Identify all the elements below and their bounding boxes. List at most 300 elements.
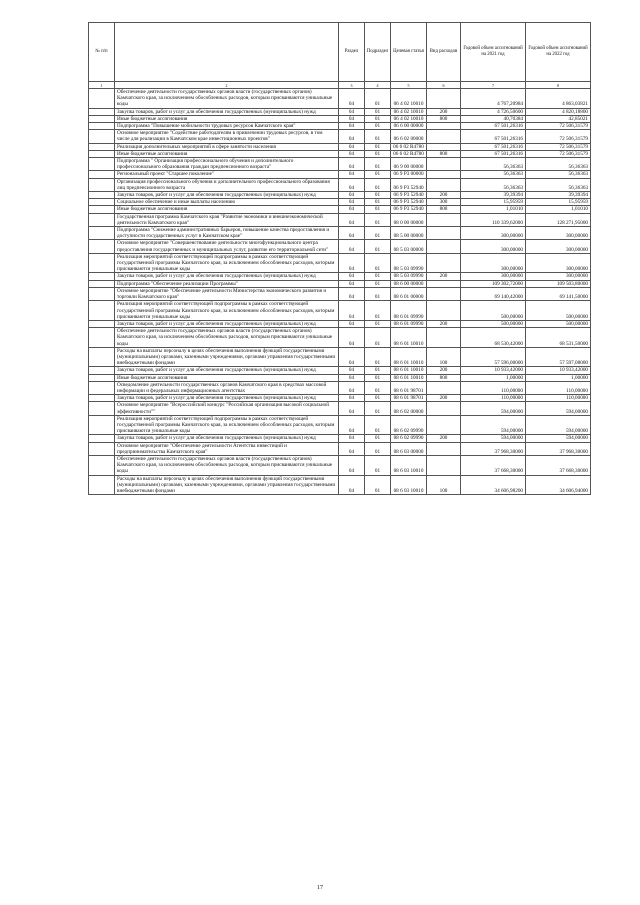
row-2022-cell: 300,00000: [526, 273, 591, 280]
row-target-cell: 06 6 00 00000: [391, 123, 427, 130]
column-index: 2: [115, 82, 339, 89]
row-razdel-cell: 04: [339, 273, 365, 280]
table-header-row: [89, 23, 591, 82]
row-target-cell: 08 6 01 10010: [391, 347, 427, 367]
table-row: [89, 123, 591, 130]
row-expense-cell: 200: [427, 367, 461, 374]
row-expense-cell: 100: [427, 347, 461, 367]
row-expense-cell: [427, 240, 461, 253]
table-row: [89, 320, 591, 327]
column-index-row: [89, 82, 591, 89]
row-razdel-cell: 04: [339, 442, 365, 455]
row-num-cell: [89, 435, 115, 442]
row-target-cell: 06 4 02 10010: [391, 108, 427, 115]
row-num-cell: [89, 171, 115, 178]
row-num-cell: [89, 442, 115, 455]
column-index: 7: [461, 82, 526, 89]
row-name-cell: Расходы на выплаты персоналу в целях обеспечения выполнения функций государственными (муниципальными) органами, казенными учреждениями, органами управления государственными внебюджетными фондами: [115, 347, 339, 367]
row-2022-cell: 4 820,18800: [526, 108, 591, 115]
row-podrazdel-cell: 01: [365, 301, 391, 321]
row-name-cell: Региональный проект "Старшее поколение": [115, 171, 339, 178]
row-target-cell: 08 0 00 00000: [391, 213, 427, 226]
row-name-cell: Реализация дополнительных мероприятий в сфере занятости населения: [115, 143, 339, 150]
row-name-cell: Подпрограмма " Организация профессионального обучения и дополнительного профессионального образования граждан предпенсионного возраста": [115, 158, 339, 171]
table-row: [89, 402, 591, 415]
table-row: [89, 171, 591, 178]
row-2021-cell: 500,00000: [461, 320, 526, 327]
row-2021-cell: 37 668,30000: [461, 455, 526, 475]
row-name-cell: Иные бюджетные ассигнования: [115, 115, 339, 122]
table-row: [89, 381, 591, 394]
row-name-cell: Иные бюджетные ассигнования: [115, 374, 339, 381]
row-razdel-cell: 04: [339, 143, 365, 150]
row-name-cell: Государственная программа Камчатского края "Развитие экономики и внешнеэкономической деятельности Камчатского края": [115, 213, 339, 226]
header-razdel: Раздел: [339, 23, 365, 82]
table-row: [89, 178, 591, 191]
row-expense-cell: [427, 213, 461, 226]
row-expense-cell: [427, 227, 461, 240]
table-body: [89, 89, 591, 495]
row-target-cell: 08 6 00 00000: [391, 280, 427, 287]
table-row: [89, 455, 591, 475]
row-2021-cell: 39,39394: [461, 192, 526, 199]
row-podrazdel-cell: 01: [365, 213, 391, 226]
table-row: [89, 435, 591, 442]
row-podrazdel-cell: 01: [365, 367, 391, 374]
row-2021-cell: 34 606,98200: [461, 475, 526, 495]
row-podrazdel-cell: 01: [365, 475, 391, 495]
row-razdel-cell: 04: [339, 381, 365, 394]
row-2021-cell: 69 140,42000: [461, 287, 526, 300]
table-row: [89, 347, 591, 367]
row-expense-cell: [427, 328, 461, 348]
row-razdel-cell: 04: [339, 213, 365, 226]
row-podrazdel-cell: 01: [365, 115, 391, 122]
row-num-cell: [89, 199, 115, 206]
row-razdel-cell: 04: [339, 158, 365, 171]
row-2022-cell: 109 503,80000: [526, 280, 591, 287]
row-num-cell: [89, 240, 115, 253]
table-row: [89, 213, 591, 226]
row-target-cell: 08 6 01 00000: [391, 287, 427, 300]
row-razdel-cell: 04: [339, 374, 365, 381]
row-2022-cell: 57 597,08000: [526, 347, 591, 367]
row-2021-cell: 68 530,42000: [461, 328, 526, 348]
row-razdel-cell: 04: [339, 402, 365, 415]
row-name-cell: Основное мероприятие "Всероссийский конкурс "Российская организация высокой социальной эффективности"": [115, 402, 339, 415]
row-num-cell: [89, 301, 115, 321]
row-name-cell: Закупка товаров, работ и услуг для обеспечения государственных (муниципальных) нужд: [115, 320, 339, 327]
row-2021-cell: 56,36363: [461, 171, 526, 178]
row-2022-cell: 1,01010: [526, 206, 591, 213]
header-2021: Годовой объем ассигнований на 2021 год: [461, 23, 526, 82]
row-podrazdel-cell: 01: [365, 381, 391, 394]
row-razdel-cell: 04: [339, 130, 365, 143]
row-2021-cell: 67 501,26316: [461, 143, 526, 150]
row-razdel-cell: 04: [339, 253, 365, 273]
column-index: 1: [89, 82, 115, 89]
row-name-cell: Реализация мероприятий соответствующей подпрограммы в рамках соответствующей государственной программы Камчатского края, за исключением обособленных расходов, которым присваиваются уникальные коды: [115, 301, 339, 321]
row-name-cell: Организация профессионального обучения и дополнительного профессионального образования лиц предпенсионного возраста: [115, 178, 339, 191]
budget-table: [88, 22, 591, 495]
row-expense-cell: [427, 130, 461, 143]
row-num-cell: [89, 328, 115, 348]
row-expense-cell: [427, 178, 461, 191]
row-razdel-cell: 04: [339, 150, 365, 157]
row-expense-cell: [427, 280, 461, 287]
row-num-cell: [89, 415, 115, 435]
row-podrazdel-cell: 01: [365, 287, 391, 300]
table-row: [89, 273, 591, 280]
row-target-cell: 06 6 02 00000: [391, 130, 427, 143]
row-name-cell: Закупка товаров, работ и услуг для обеспечения государственных (муниципальных) нужд: [115, 395, 339, 402]
row-name-cell: Подпрограмма "Обеспечение реализации Программы": [115, 280, 339, 287]
row-num-cell: [89, 381, 115, 394]
row-2021-cell: 300,00000: [461, 273, 526, 280]
row-razdel-cell: 04: [339, 301, 365, 321]
row-2022-cell: 72 506,31579: [526, 143, 591, 150]
row-razdel-cell: 04: [339, 455, 365, 475]
row-podrazdel-cell: 01: [365, 455, 391, 475]
row-target-cell: 08 6 01 98701: [391, 381, 427, 394]
row-expense-cell: [427, 171, 461, 178]
row-name-cell: Реализация мероприятий соответствующей подпрограммы в рамках соответствующей государственной программы Камчатского края, за исключением обособленных расходов, которым присваиваются уникальные коды: [115, 415, 339, 435]
row-target-cell: 08 6 01 09990: [391, 301, 427, 321]
row-2021-cell: 4 726,50600: [461, 108, 526, 115]
table-row: [89, 367, 591, 374]
row-razdel-cell: 04: [339, 328, 365, 348]
row-num-cell: [89, 130, 115, 143]
header-num: № п/п: [89, 23, 115, 82]
row-2022-cell: 594,00000: [526, 402, 591, 415]
row-expense-cell: 800: [427, 115, 461, 122]
row-name-cell: Осведомление деятельности государственных органов Камчатского края в средствах массовой информации и федеральных информационных агентствах: [115, 381, 339, 394]
row-target-cell: 08 6 02 00000: [391, 402, 427, 415]
row-target-cell: 08 6 01 10010: [391, 374, 427, 381]
row-2022-cell: 128 271,95000: [526, 213, 591, 226]
row-podrazdel-cell: 01: [365, 415, 391, 435]
row-razdel-cell: 04: [339, 192, 365, 199]
row-target-cell: 08 6 01 98701: [391, 395, 427, 402]
row-expense-cell: 800: [427, 374, 461, 381]
row-expense-cell: 200: [427, 192, 461, 199]
row-2022-cell: 500,00000: [526, 301, 591, 321]
row-expense-cell: 200: [427, 273, 461, 280]
row-expense-cell: [427, 455, 461, 475]
table-row: [89, 115, 591, 122]
row-podrazdel-cell: 01: [365, 320, 391, 327]
row-target-cell: 06 4 02 10010: [391, 89, 427, 109]
row-2021-cell: 56,36363: [461, 158, 526, 171]
row-razdel-cell: 04: [339, 227, 365, 240]
row-2022-cell: 15,95959: [526, 199, 591, 206]
row-expense-cell: 800: [427, 150, 461, 157]
row-expense-cell: [427, 158, 461, 171]
row-podrazdel-cell: 01: [365, 328, 391, 348]
row-2022-cell: 500,00000: [526, 320, 591, 327]
row-2022-cell: 56,36363: [526, 171, 591, 178]
row-podrazdel-cell: 01: [365, 227, 391, 240]
table-row: [89, 395, 591, 402]
row-2021-cell: 594,00000: [461, 415, 526, 435]
row-name-cell: Закупка товаров, работ и услуг для обеспечения государственных (муниципальных) нужд: [115, 273, 339, 280]
row-name-cell: Основное мероприятие "Содействие работодателям в привлечении трудовых ресурсов, в том числе для реализации в Камчатском крае инвестиционных проектов": [115, 130, 339, 143]
row-razdel-cell: 04: [339, 475, 365, 495]
row-name-cell: Обеспечение деятельности государственных органов власти (государственных органов) Камчатского края, за исключением обособленных расходов, которым присваиваются уникальные коды: [115, 89, 339, 109]
row-target-cell: 08 6 02 09990: [391, 415, 427, 435]
row-razdel-cell: 04: [339, 171, 365, 178]
row-razdel-cell: 04: [339, 178, 365, 191]
row-expense-cell: [427, 143, 461, 150]
row-podrazdel-cell: 01: [365, 395, 391, 402]
table-row: [89, 442, 591, 455]
row-target-cell: 08 5 03 09990: [391, 253, 427, 273]
column-index: 3: [339, 82, 365, 89]
row-expense-cell: 100: [427, 475, 461, 495]
row-name-cell: Закупка товаров, работ и услуг для обеспечения государственных (муниципальных) нужд: [115, 192, 339, 199]
table-row: [89, 287, 591, 300]
row-razdel-cell: 04: [339, 199, 365, 206]
row-expense-cell: 200: [427, 395, 461, 402]
row-2021-cell: 1,01010: [461, 206, 526, 213]
row-name-cell: Закупка товаров, работ и услуг для обеспечения государственных (муниципальных) нужд: [115, 435, 339, 442]
row-num-cell: [89, 227, 115, 240]
row-num-cell: [89, 192, 115, 199]
row-2021-cell: 67 501,26316: [461, 150, 526, 157]
row-2022-cell: 10 933,42000: [526, 367, 591, 374]
table-row: [89, 253, 591, 273]
table-row: [89, 158, 591, 171]
row-target-cell: 08 5 03 00000: [391, 240, 427, 253]
row-expense-cell: 300: [427, 199, 461, 206]
row-num-cell: [89, 178, 115, 191]
row-2021-cell: 37 968,30000: [461, 442, 526, 455]
row-podrazdel-cell: 01: [365, 253, 391, 273]
row-2022-cell: 72 506,31579: [526, 123, 591, 130]
row-podrazdel-cell: 01: [365, 206, 391, 213]
row-name-cell: Обеспечение деятельности государственных органов власти (государственных органов) Камчатского края, за исключением обособленных расходов, которым присваиваются уникальные коды: [115, 455, 339, 475]
row-razdel-cell: 04: [339, 347, 365, 367]
row-2022-cell: 39,39394: [526, 192, 591, 199]
table-row: [89, 150, 591, 157]
row-2022-cell: 1,00000: [526, 374, 591, 381]
row-target-cell: 06 9 P3 00000: [391, 171, 427, 178]
row-podrazdel-cell: 01: [365, 130, 391, 143]
row-2022-cell: 34 606,94000: [526, 475, 591, 495]
row-expense-cell: 200: [427, 108, 461, 115]
table-row: [89, 227, 591, 240]
table-row: [89, 240, 591, 253]
row-target-cell: 06 9 P3 52940: [391, 192, 427, 199]
row-target-cell: 08 6 01 09990: [391, 320, 427, 327]
row-2022-cell: 69 141,50000: [526, 287, 591, 300]
row-num-cell: [89, 280, 115, 287]
row-2022-cell: 42,85021: [526, 115, 591, 122]
row-name-cell: Реализация мероприятий соответствующей подпрограммы в рамках соответствующей государственной программы Камчатского края, за исключением обособленных расходов, которым присваиваются уникальные коды: [115, 253, 339, 273]
row-name-cell: Основное мероприятие "Обеспечение деятельности Агентства инвестиций и предпринимательства Камчатского края": [115, 442, 339, 455]
row-razdel-cell: 04: [339, 280, 365, 287]
header-target: Целевая статья: [391, 23, 427, 82]
row-razdel-cell: 04: [339, 240, 365, 253]
row-num-cell: [89, 108, 115, 115]
row-expense-cell: [427, 415, 461, 435]
row-target-cell: 06 6 02 R4780: [391, 143, 427, 150]
row-target-cell: 06 4 02 10010: [391, 115, 427, 122]
row-expense-cell: [427, 123, 461, 130]
row-name-cell: Подпрограмма "Снижение административных барьеров, повышение качества предоставления и доступности государственных услуг в Камчатском крае": [115, 227, 339, 240]
row-num-cell: [89, 158, 115, 171]
table-row: [89, 143, 591, 150]
row-podrazdel-cell: 01: [365, 143, 391, 150]
row-razdel-cell: 04: [339, 123, 365, 130]
row-expense-cell: [427, 253, 461, 273]
row-podrazdel-cell: 01: [365, 89, 391, 109]
table-row: [89, 108, 591, 115]
row-2021-cell: 10 933,42000: [461, 367, 526, 374]
row-num-cell: [89, 395, 115, 402]
row-num-cell: [89, 455, 115, 475]
row-2021-cell: 300,00000: [461, 227, 526, 240]
budget-table-sheet: [88, 22, 590, 495]
row-2022-cell: 300,00000: [526, 240, 591, 253]
row-2022-cell: 37 968,30000: [526, 442, 591, 455]
row-name-cell: Иные бюджетные ассигнования: [115, 150, 339, 157]
row-razdel-cell: 04: [339, 395, 365, 402]
row-2021-cell: 110,00000: [461, 381, 526, 394]
row-target-cell: 08 5 03 09990: [391, 273, 427, 280]
row-num-cell: [89, 320, 115, 327]
row-num-cell: [89, 213, 115, 226]
row-target-cell: 08 6 01 10010: [391, 367, 427, 374]
column-index: 8: [526, 82, 591, 89]
table-row: [89, 199, 591, 206]
row-name-cell: Социальное обеспечение и иные выплаты населению: [115, 199, 339, 206]
column-index: 4: [365, 82, 391, 89]
row-podrazdel-cell: 01: [365, 442, 391, 455]
row-name-cell: Иные бюджетные ассигнования: [115, 206, 339, 213]
row-num-cell: [89, 206, 115, 213]
row-name-cell: Закупка товаров, работ и услуг для обеспечения государственных (муниципальных) нужд: [115, 108, 339, 115]
row-target-cell: 06 9 P3 52940: [391, 178, 427, 191]
row-2022-cell: 68 531,50000: [526, 328, 591, 348]
row-2021-cell: 500,00000: [461, 301, 526, 321]
row-num-cell: [89, 287, 115, 300]
row-2021-cell: 57 596,00000: [461, 347, 526, 367]
row-podrazdel-cell: 01: [365, 273, 391, 280]
row-podrazdel-cell: 01: [365, 374, 391, 381]
row-expense-cell: [427, 381, 461, 394]
row-podrazdel-cell: 01: [365, 199, 391, 206]
row-podrazdel-cell: 01: [365, 402, 391, 415]
row-num-cell: [89, 150, 115, 157]
row-2022-cell: 594,00000: [526, 435, 591, 442]
row-podrazdel-cell: 01: [365, 347, 391, 367]
row-num-cell: [89, 475, 115, 495]
row-podrazdel-cell: 01: [365, 171, 391, 178]
row-num-cell: [89, 89, 115, 109]
row-expense-cell: [427, 442, 461, 455]
table-row: [89, 328, 591, 348]
table-row: [89, 415, 591, 435]
row-podrazdel-cell: 01: [365, 108, 391, 115]
table-row: [89, 206, 591, 213]
header-podrazdel: Подраздел: [365, 23, 391, 82]
row-2021-cell: 300,00000: [461, 240, 526, 253]
row-2022-cell: 300,00000: [526, 227, 591, 240]
row-razdel-cell: 04: [339, 108, 365, 115]
row-target-cell: 08 6 02 09990: [391, 435, 427, 442]
row-expense-cell: 800: [427, 206, 461, 213]
row-num-cell: [89, 115, 115, 122]
row-num-cell: [89, 347, 115, 367]
row-num-cell: [89, 273, 115, 280]
row-num-cell: [89, 143, 115, 150]
row-2022-cell: 4 863,03821: [526, 89, 591, 109]
row-num-cell: [89, 402, 115, 415]
row-podrazdel-cell: 01: [365, 192, 391, 199]
row-name-cell: Основное мероприятие "Совершенствование деятельности многофункционального центра предоставления государственных и муниципальных услуг, развитие его территориальной сети": [115, 240, 339, 253]
row-num-cell: [89, 253, 115, 273]
row-podrazdel-cell: 01: [365, 240, 391, 253]
row-2022-cell: 56,36363: [526, 178, 591, 191]
row-num-cell: [89, 367, 115, 374]
row-expense-cell: [427, 287, 461, 300]
row-expense-cell: 200: [427, 320, 461, 327]
row-2021-cell: 15,95959: [461, 199, 526, 206]
row-target-cell: 08 5 00 00000: [391, 227, 427, 240]
row-expense-cell: 200: [427, 435, 461, 442]
row-2021-cell: 594,00000: [461, 402, 526, 415]
row-podrazdel-cell: 01: [365, 158, 391, 171]
row-2022-cell: 594,00000: [526, 415, 591, 435]
row-num-cell: [89, 374, 115, 381]
row-razdel-cell: 04: [339, 415, 365, 435]
row-2021-cell: 4 767,20984: [461, 89, 526, 109]
row-target-cell: 08 6 03 10010: [391, 475, 427, 495]
row-razdel-cell: 04: [339, 206, 365, 213]
header-expense: Вид расходов: [427, 23, 461, 82]
row-2021-cell: 110,00000: [461, 395, 526, 402]
row-razdel-cell: 04: [339, 115, 365, 122]
row-2021-cell: 594,00000: [461, 435, 526, 442]
row-podrazdel-cell: 01: [365, 280, 391, 287]
row-2022-cell: 72 506,31579: [526, 130, 591, 143]
row-razdel-cell: 04: [339, 435, 365, 442]
row-target-cell: 06 6 02 R4780: [391, 150, 427, 157]
row-2021-cell: 109 302,72000: [461, 280, 526, 287]
table-row: [89, 192, 591, 199]
row-target-cell: 06 9 P3 52940: [391, 206, 427, 213]
row-target-cell: 08 6 01 10010: [391, 328, 427, 348]
row-podrazdel-cell: 01: [365, 178, 391, 191]
row-2022-cell: 56,36363: [526, 158, 591, 171]
row-target-cell: 08 6 03 10010: [391, 455, 427, 475]
header-2022: Годовой объем ассигнований на 2022 год: [526, 23, 591, 82]
table-row: [89, 475, 591, 495]
row-podrazdel-cell: 01: [365, 150, 391, 157]
table-row: [89, 374, 591, 381]
row-2021-cell: 67 501,26316: [461, 123, 526, 130]
row-name-cell: Расходы на выплаты персоналу в целях обеспечения выполнения функций государственными (муниципальными) органами, казенными учреждениями, органами управления государственными внебюджетными фондами: [115, 475, 339, 495]
table-row: [89, 280, 591, 287]
row-num-cell: [89, 123, 115, 130]
header-name: [115, 23, 339, 82]
row-2022-cell: 110,00000: [526, 395, 591, 402]
row-2021-cell: 56,36363: [461, 178, 526, 191]
row-2022-cell: 300,00000: [526, 253, 591, 273]
row-expense-cell: [427, 89, 461, 109]
row-razdel-cell: 04: [339, 367, 365, 374]
